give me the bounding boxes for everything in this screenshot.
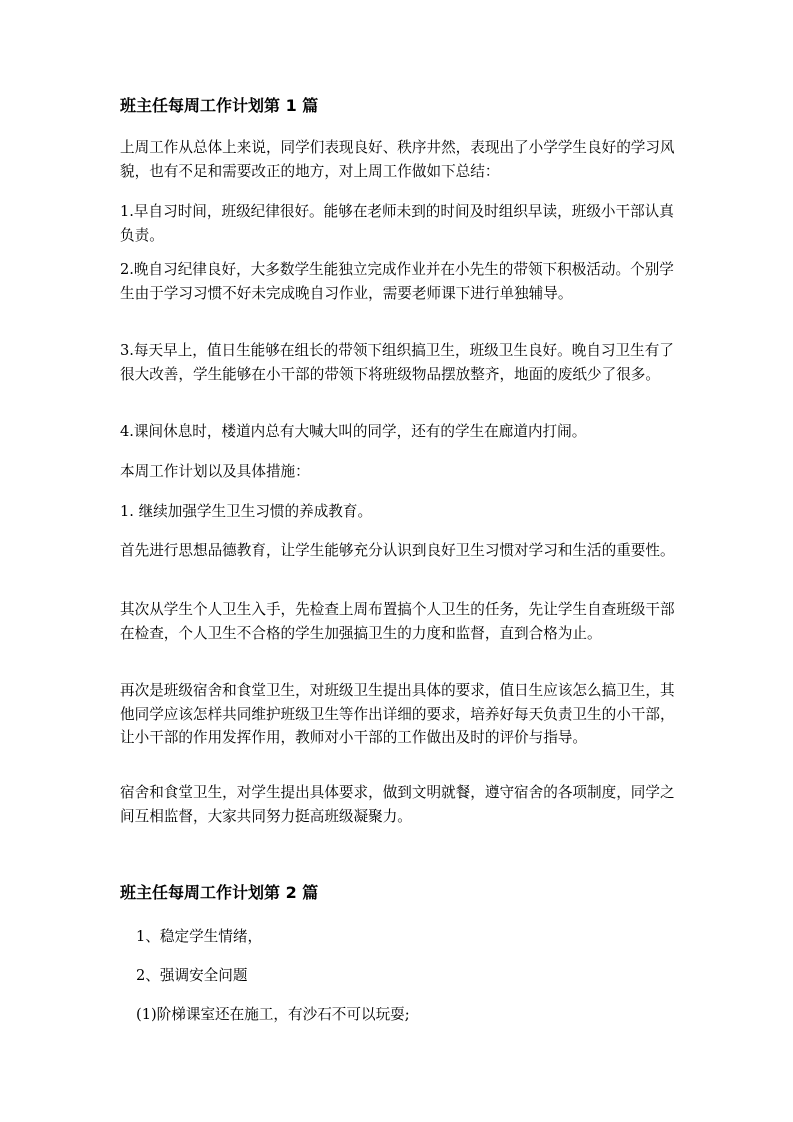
section-2-item-1: 1、稳定学生情绪，: [136, 928, 263, 945]
section-1-title: 班主任每周工作计划第 1 篇: [120, 96, 319, 115]
section-1-intro: 上周工作从总体上来说，同学们表现良好、秩序井然，表现出了小学学生良好的学习风貌，也有不足和需要改正的地方，对上周工作做如下总结：: [120, 139, 675, 180]
section-2-item-2: 2、强调安全问题: [136, 967, 248, 984]
plan-paragraph-4: 宿舍和食堂卫生，对学生提出具体要求，做到文明就餐，遵守宿舍的各项制度，同学之间互相监督，大家共同努力挺高班级凝聚力。: [120, 784, 675, 825]
summary-item-2: 2.晚自习纪律良好，大多数学生能独立完成作业并在小先生的带领下积极活动。个别学生由于学习习惯不好未完成晚自习作业，需要老师课下进行单独辅导。: [120, 261, 674, 302]
summary-item-1: 1.早自习时间，班级纪律很好。能够在老师未到的时间及时组织早读，班级小干部认真负责。: [120, 203, 674, 244]
plan-item-1: 1. 继续加强学生卫生习惯的养成教育。: [120, 503, 373, 520]
section-2-item-3: (1)阶梯课室还在施工，有沙石不可以玩耍;: [136, 1006, 410, 1023]
plan-heading: 本周工作计划以及具体措施：: [120, 463, 310, 480]
plan-paragraph-1: 首先进行思想品德教育，让学生能够充分认识到良好卫生习惯对学习和生活的重要性。: [120, 542, 675, 559]
summary-item-3: 3.每天早上，值日生能够在组长的带领下组织搞卫生，班级卫生良好。晚自习卫生有了很大改善，学生能够在小干部的带领下将班级物品摆放整齐，地面的废纸少了很多。: [120, 342, 674, 383]
plan-paragraph-2: 其次从学生个人卫生入手，先检查上周布置搞个人卫生的任务，先让学生自查班级干部在检查，个人卫生不合格的学生加强搞卫生的力度和监督，直到合格为止。: [120, 601, 675, 642]
summary-item-4: 4.课间休息时，楼道内总有大喊大叫的同学，还有的学生在廊道内打闹。: [120, 423, 587, 440]
plan-paragraph-3: 再次是班级宿舍和食堂卫生，对班级卫生提出具体的要求，值日生应该怎么搞卫生，其他同学应该怎样共同维护班级卫生等作出详细的要求，培养好每天负责卫生的小干部，让小干部的作用发挥作用，教师对小干部的工作做出及时的评价与指导。: [120, 682, 675, 746]
section-2-title: 班主任每周工作计划第 2 篇: [120, 883, 319, 902]
